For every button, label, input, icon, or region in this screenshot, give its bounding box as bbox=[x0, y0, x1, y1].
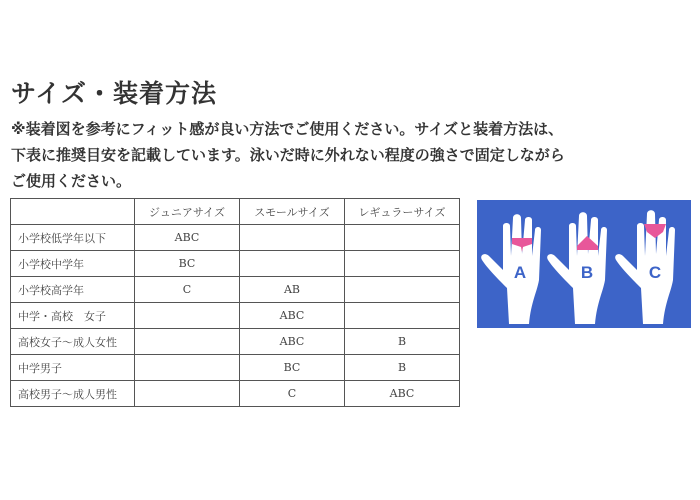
table-row bbox=[11, 277, 460, 303]
cell-junior bbox=[135, 329, 240, 355]
row-label: 小学校低学年以下 bbox=[11, 225, 135, 251]
row-label: 高校男子～成人男性 bbox=[11, 381, 135, 407]
hand-a-label: A bbox=[513, 263, 527, 282]
cell-junior bbox=[135, 381, 240, 407]
header-junior-size: ジュニアサイズ bbox=[135, 199, 240, 225]
cell-regular bbox=[345, 303, 460, 329]
note-line: ご使用ください。 bbox=[11, 172, 132, 190]
note-line: 下表に推奨目安を記載しています。泳いだ時に外れない程度の強さで固定しながら bbox=[11, 146, 565, 164]
cell-regular: B bbox=[345, 355, 460, 381]
cell-junior bbox=[135, 355, 240, 381]
table-row bbox=[11, 329, 460, 355]
cell-regular bbox=[345, 225, 460, 251]
cell-junior: C bbox=[135, 277, 240, 303]
cell-small bbox=[240, 225, 345, 251]
cell-small: C bbox=[240, 381, 345, 407]
wearing-note bbox=[11, 116, 671, 194]
row-label: 小学校高学年 bbox=[11, 277, 135, 303]
cell-small bbox=[240, 251, 345, 277]
header-small-size: スモールサイズ bbox=[240, 199, 345, 225]
row-label: 小学校中学年 bbox=[11, 251, 135, 277]
cell-regular bbox=[345, 277, 460, 303]
cell-regular bbox=[345, 251, 460, 277]
wearing-method-diagram bbox=[477, 200, 691, 328]
cell-regular: ABC bbox=[345, 381, 460, 407]
cell-small: ABC bbox=[240, 329, 345, 355]
hand-b-label: B bbox=[580, 263, 594, 282]
hand-c-label: C bbox=[648, 263, 662, 282]
row-label: 中学・高校 女子 bbox=[11, 303, 135, 329]
cell-junior: ABC bbox=[135, 225, 240, 251]
cell-junior bbox=[135, 303, 240, 329]
size-recommendation-table bbox=[10, 198, 460, 407]
header-regular-size: レギュラーサイズ bbox=[345, 199, 460, 225]
table-row bbox=[11, 251, 460, 277]
row-label: 高校女子～成人女性 bbox=[11, 329, 135, 355]
table-row bbox=[11, 225, 460, 251]
page-title: サイズ・装着方法 bbox=[11, 79, 218, 108]
table-row bbox=[11, 355, 460, 381]
row-label: 中学男子 bbox=[11, 355, 135, 381]
header-cell-empty bbox=[11, 199, 135, 225]
table-header-row bbox=[11, 199, 460, 225]
table-row bbox=[11, 381, 460, 407]
cell-small: ABC bbox=[240, 303, 345, 329]
cell-small: AB bbox=[240, 277, 345, 303]
note-line: ※装着図を参考にフィット感が良い方法でご使用ください。サイズと装着方法は、 bbox=[11, 120, 564, 138]
table-row bbox=[11, 303, 460, 329]
cell-small: BC bbox=[240, 355, 345, 381]
cell-regular: B bbox=[345, 329, 460, 355]
cell-junior: BC bbox=[135, 251, 240, 277]
